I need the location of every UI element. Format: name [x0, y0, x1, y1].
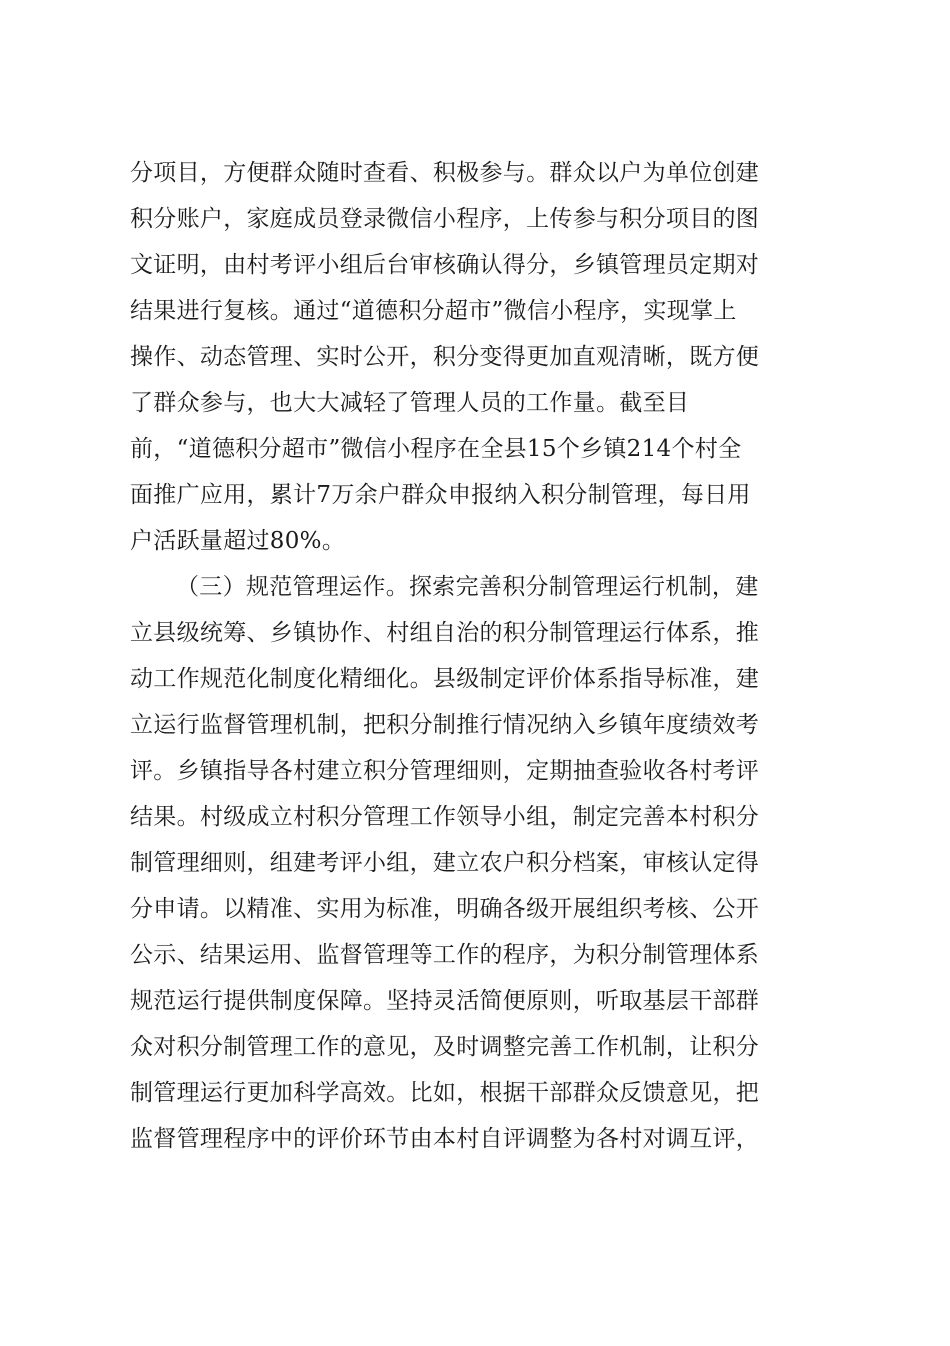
text-line: 了群众参与，也大大减轻了管理人员的工作量。截至目 — [130, 390, 690, 416]
text-line: 公示、结果运用、监督管理等工作的程序，为积分制管理体系 — [130, 942, 760, 968]
text-line: 结果。村级成立村积分管理工作领导小组，制定完善本村积分 — [130, 804, 760, 830]
text-line: 立运行监督管理机制，把积分制推行情况纳入乡镇年度绩效考 — [130, 712, 760, 738]
text-line: 结果进行复核。通过“道德积分超市”微信小程序，实现掌上 — [130, 298, 737, 324]
text-line: 规范运行提供制度保障。坚持灵活简便原则，听取基层干部群 — [130, 988, 760, 1014]
text-line: 监督管理程序中的评价环节由本村自评调整为各村对调互评， — [130, 1126, 760, 1152]
text-line: 评。乡镇指导各村建立积分管理细则，定期抽查验收各村考评 — [130, 758, 760, 784]
text-line: 动工作规范化制度化精细化。县级制定评价体系指导标准，建 — [130, 666, 760, 692]
text-line: 制管理运行更加科学高效。比如，根据干部群众反馈意见，把 — [130, 1080, 760, 1106]
text-line: （三）规范管理运作。探索完善积分制管理运行机制，建 — [176, 574, 759, 600]
text-line: 众对积分制管理工作的意见，及时调整完善工作机制，让积分 — [130, 1034, 760, 1060]
text-line: 分申请。以精准、实用为标准，明确各级开展组织考核、公开 — [130, 896, 760, 922]
text-line: 立县级统筹、乡镇协作、村组自治的积分制管理运行体系，推 — [130, 620, 760, 646]
text-line: 积分账户，家庭成员登录微信小程序，上传参与积分项目的图 — [130, 206, 760, 232]
document-body — [130, 150, 820, 1162]
paragraph-1 — [130, 150, 820, 564]
text-line: 前，“道德积分超市”微信小程序在全县15个乡镇214个村全 — [130, 436, 742, 462]
paragraph-2 — [130, 564, 820, 1162]
text-line: 分项目，方便群众随时查看、积极参与。群众以户为单位创建 — [130, 160, 760, 186]
text-line: 户活跃量超过80%。 — [130, 528, 346, 554]
text-line: 操作、动态管理、实时公开，积分变得更加直观清晰，既方便 — [130, 344, 760, 370]
text-line: 制管理细则，组建考评小组，建立农户积分档案，审核认定得 — [130, 850, 760, 876]
text-line: 面推广应用，累计7万余户群众申报纳入积分制管理，每日用 — [130, 482, 751, 508]
text-line: 文证明，由村考评小组后台审核确认得分，乡镇管理员定期对 — [130, 252, 760, 278]
